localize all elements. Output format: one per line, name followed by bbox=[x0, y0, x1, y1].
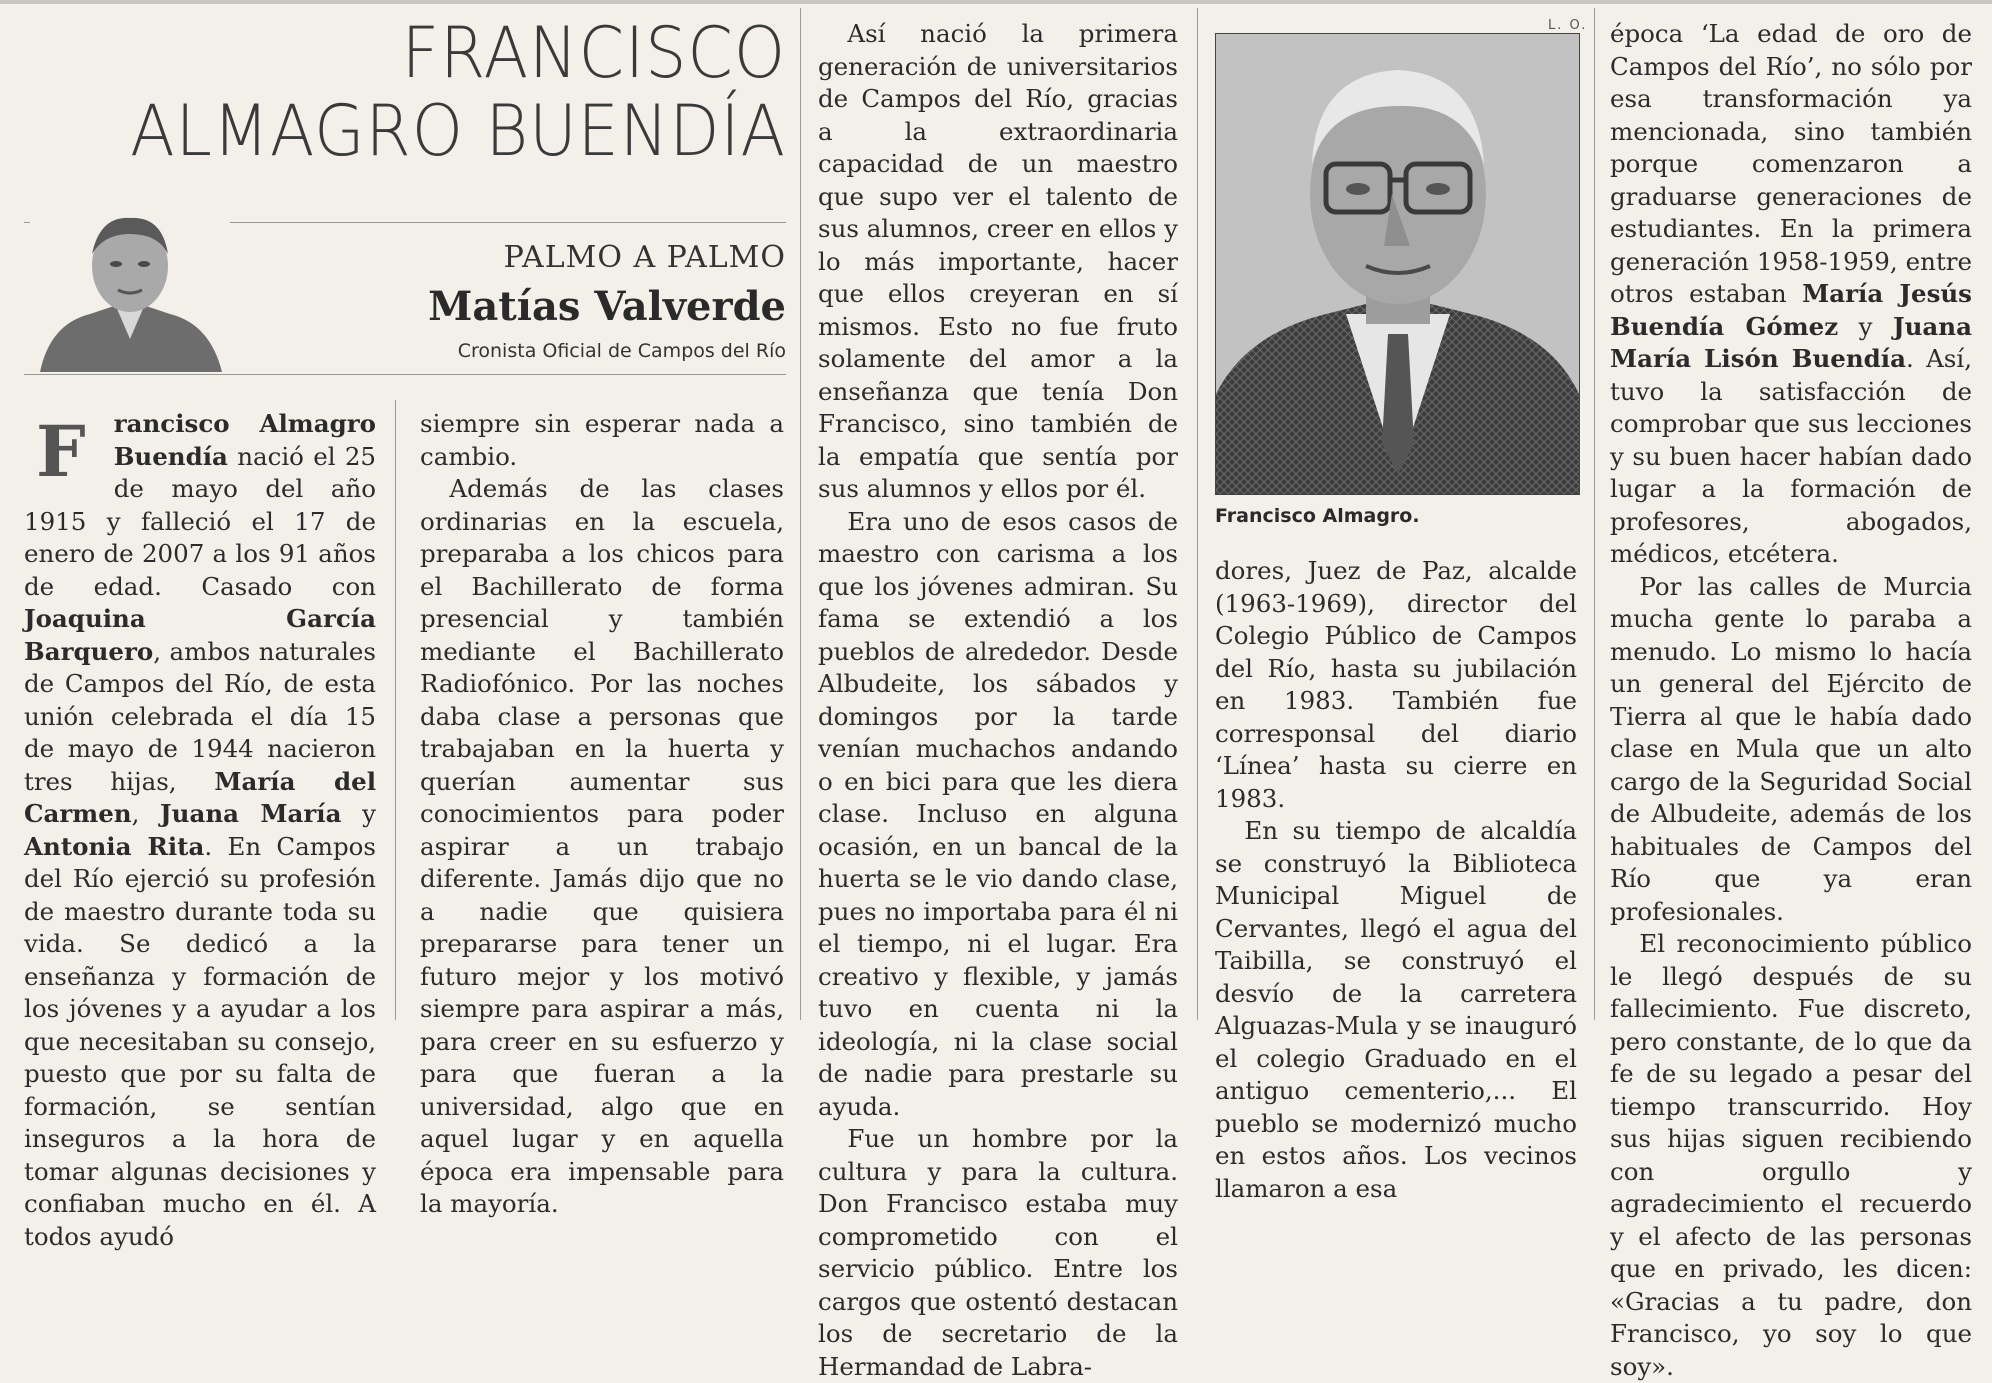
column-1-paragraph bbox=[24, 408, 376, 1253]
author-role: Cronista Oficial de Campos del Río bbox=[457, 340, 786, 362]
text-run: , ambos naturales de Campos del Río, de esta unión celebrada el día 15 de mayo de 1944 nacieron tres hijas, bbox=[24, 636, 376, 796]
text-run: y bbox=[1838, 311, 1894, 341]
column-2 bbox=[420, 408, 784, 1221]
paragraph: Fue un hombre por la cultura y para la cultura. Don Francisco estaba muy comprometido con el servicio público. Entre los cargos que ostentó destacan los de secretario de la Hermandad de Labra- bbox=[818, 1124, 1178, 1381]
column-divider bbox=[800, 8, 801, 1020]
text-bold: Antonia Rita bbox=[24, 831, 205, 861]
author-photo bbox=[30, 204, 230, 372]
headline bbox=[128, 14, 786, 170]
paragraph: Así nació la primera generación de universitarios de Campos del Río, gracias a la extraordinaria capacidad de un maestro que supo ver el talento de sus alumnos, creer en ellos y lo más importante, hacer que ellos creyeran en sí mismos. Esto no fue fruto solamente del amor a la enseñanza que tenía Don Francisco, sino también de la empatía que sentía por sus alumnos y ellos por él. bbox=[818, 19, 1178, 503]
text-bold: rancisco Almagro Buendía bbox=[113, 409, 376, 471]
column-4 bbox=[1215, 555, 1577, 1205]
text-run: , bbox=[131, 799, 161, 828]
column-1 bbox=[24, 408, 376, 1253]
paragraph bbox=[1610, 18, 1972, 571]
headline-line-2: ALMAGRO BUENDÍA bbox=[130, 90, 786, 172]
top-rule bbox=[0, 0, 1992, 4]
paragraph: dores, Juez de Paz, alcalde (1963-1969), director del Colegio Público de Campos del Río, hasta su jubilación en 1983. También fue corresponsal del diario ‘Línea’ hasta su cierre en 1983. bbox=[1215, 556, 1577, 813]
drop-cap: F bbox=[36, 410, 86, 493]
text-bold: María Jesús Buendía Gómez bbox=[1610, 279, 1972, 341]
paragraph: Por las calles de Murcia mucha gente lo paraba a menudo. Lo mismo lo hacía un general del Ejército de Tierra al que le había dado clase en Mula que un alto cargo de la Seguridad Social de Albudeite, además de los habituales de Campos del Río que ya eran profesionales. bbox=[1610, 571, 1972, 926]
paragraph: Además de las clases ordinarias en la escuela, preparaba a los chicos para el Bachillerato de forma presencial y también mediante el Bachillerato Radiofónico. Por las noches daba clase a personas que trabajaban en la huerta y querían aumentar sus conocimientos para poder aspirar a un trabajo diferente. Jamás dijo que no a nadie que quisiera prepararse para tener un futuro mejor y los motivó siempre para aspirar a más, para creer en su esfuerzo y para que fueran a la universidad, algo que en aquel lugar y en aquella época era impensable para la mayoría. bbox=[420, 474, 784, 1218]
section-label: PALMO A PALMO bbox=[503, 240, 786, 275]
text-run: . En Campos del Río ejerció su profesión de maestro durante toda su vida. Se dedicó a la enseñanza y formación de los jóvenes y a ayudar a los que necesitaban su consejo, puesto que por su falta de formación, se sentían inseguros a la hora de tomar algunas decisiones y confiaban mucho en él. A todos ayudó bbox=[24, 831, 376, 1251]
column-3 bbox=[818, 18, 1178, 1383]
paragraph: El reconocimiento público le llegó después de su fallecimiento. Fue discreto, pero constante, de lo que da fe de su legado a pesar del tiempo transcurrido. Hoy sus hijas siguen recibiendo con orgullo y agradecimiento el recuerdo y el afecto de las personas que en privado, les dicen: «Gracias a tu padre, don Francisco, yo soy lo que soy». bbox=[1610, 929, 1972, 1381]
photo-credit: L. O. bbox=[1548, 18, 1588, 33]
column-5 bbox=[1610, 18, 1972, 1383]
paragraph: Era uno de esos casos de maestro con carisma a los que los jóvenes admiran. Su fama se extendió a los pueblos de alrededor. Desde Albudeite, los sábados y domingos por la tarde venían muchachos andando o en bici para que les diera clase. Incluso en alguna ocasión, en un bancal de la huerta se le vio dando clase, pues no importaba para él ni el tiempo, ni el lugar. Era creativo y flexible, y jamás tuvo en cuenta ni la ideología, ni la clase social de nadie para prestarle su ayuda. bbox=[818, 506, 1178, 1121]
author-rule bbox=[24, 374, 786, 375]
photo-caption: Francisco Almagro. bbox=[1215, 505, 1420, 527]
column-divider bbox=[395, 400, 396, 1020]
text-run: época ‘La edad de oro de Campos del Río’, no sólo por esa transformación ya mencionada, sino también porque comenzaron a graduarse generaciones de estudiantes. En la primera generación 1958-1959, entre otros estaban bbox=[1610, 19, 1972, 308]
text-bold: Joaquina García Barquero bbox=[24, 604, 376, 666]
text-run: nació el 25 de mayo del año 1915 y falleció el 17 de enero de 2007 a los 91 años de edad. Casado con bbox=[24, 441, 376, 601]
column-divider bbox=[1594, 8, 1595, 1020]
text-bold: Juana María bbox=[160, 799, 342, 828]
portrait-photo bbox=[1215, 33, 1580, 495]
portrait-image bbox=[1216, 34, 1579, 494]
text-bold: María del Carmen bbox=[24, 766, 377, 828]
author-name: Matías Valverde bbox=[428, 283, 786, 330]
text-run: y bbox=[341, 799, 376, 828]
text-run: . Así, tuvo la satisfacción de comprobar que sus lecciones y su buen hacer habían dado lugar a la formación de profesores, abogados, médicos, etcétera. bbox=[1610, 344, 1973, 568]
headline-line-1: FRANCISCO bbox=[401, 12, 786, 94]
paragraph: siempre sin esperar nada a cambio. bbox=[420, 409, 784, 471]
column-divider bbox=[1197, 8, 1198, 1020]
text-bold: Juana María Lisón Buendía bbox=[1610, 311, 1972, 373]
paragraph: En su tiempo de alcaldía se construyó la Biblioteca Municipal Miguel de Cervantes, llegó el agua del Taibilla, se construyó el desvío de la carretera Alguazas-Mula y se inauguró el colegio Graduado en el antiguo cementerio,... El pueblo se modernizó mucho en estos años. Los vecinos llamaron a esa bbox=[1215, 816, 1577, 1203]
